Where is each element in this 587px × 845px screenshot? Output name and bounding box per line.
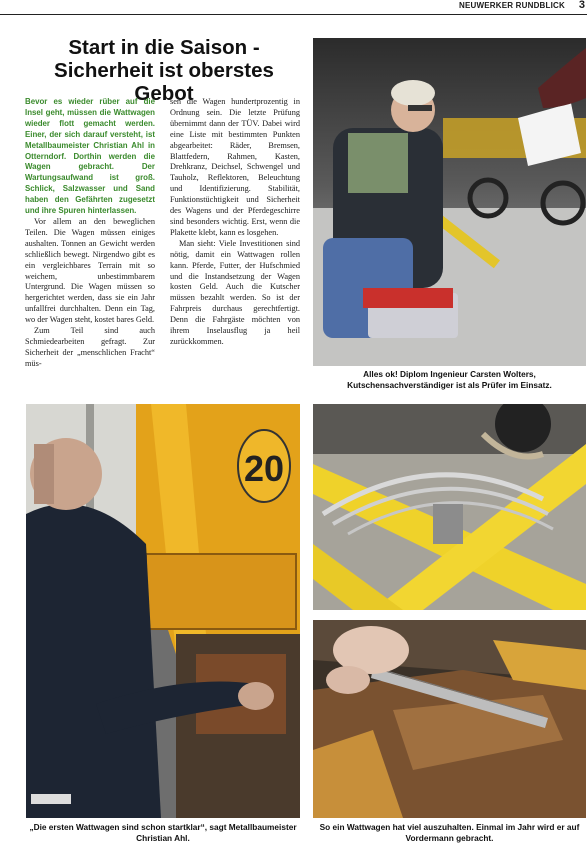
- chassis-photo-image: [313, 404, 586, 610]
- body-paragraph: Man sieht: Viele Investitionen sind nötig, damit ein Wattwagen rollen kann. Pferde, Futter, der Hufschmied und die Instandsetzung der Wagen kosten Geld. Auch die Kutscher müssen bezahlt werden. So ist der Fahrpreis durchaus gerechtfertigt. Denn die Fahrgäste möchten von ihrem Inselausflug ja heil zurückkommen.: [170, 238, 300, 346]
- publication-name: NEUWERKER RUNDBLICK: [458, 1, 565, 10]
- metalworker-caption: „Die ersten Wattwagen sind schon startklar“, sagt Metallbaumeister Christian Ahl.: [29, 822, 297, 843]
- metalworker-photo: [26, 404, 300, 818]
- article-column-2: [170, 97, 300, 348]
- chassis-photo: [313, 404, 586, 610]
- running-header: [0, 0, 587, 15]
- article-column-1: [25, 97, 155, 370]
- body-paragraph: Vor allem an den beweglichen Teilen. Die Wagen müssen einiges aushalten. Tonnen an Gewicht werden schließlich bewegt. Nirgendwo gibt es ein vergleichbares Terrain mit so weichem, unbestimmbarem Untergrund. Die Wagen müssen so hergerichtet werden, dass sie ein Jahr unfallfrei durchhalten. Denn ein Tag, wo der Wagen steht, kostet bares Geld.: [25, 216, 155, 325]
- inspector-photo-image: [313, 38, 586, 366]
- inspector-caption: Alles ok! Diplom Ingenieur Carsten Wolters, Kutschensachverständiger ist als Prüfer im Einsatz.: [347, 369, 552, 390]
- headline-line-1: Start in die Saison -: [68, 36, 260, 59]
- headline-line-2: Sicherheit ist oberstes Gebot: [54, 59, 274, 105]
- rasp-photo: [313, 620, 586, 818]
- inspector-photo: [313, 38, 586, 366]
- wagon-number: 20: [243, 448, 285, 489]
- page-number: 3: [578, 0, 585, 11]
- lead-paragraph: Bevor es wieder rüber auf die Insel geht, müssen die Wattwagen wieder flott gemacht werden. Einer, der sich darauf versteht, ist Metallbaumeister Christian Ahl in Otterndorf. Dorthin werden die Wagen gebracht. Der Wartungsaufwand ist groß. Schlick, Salzwasser und Sand haben den Gefährten zugesetzt und ihre Spuren hinterlassen.: [25, 97, 155, 216]
- headline: [22, 36, 306, 105]
- body-paragraph: sen die Wagen hundertprozentig in Ordnung sein. Die letzte Prüfung übernimmt dann der TÜV. Dabei wird eine Liste mit bestimmten Punkten abgearbeitet: Räder, Bremsen, Blattfedern, Rahmen, Kasten, Drehkranz, Deichsel, Schwengel und Tauholz, Reflektoren, Beleuchtung und Identifizierung. Stabilität, Funktionstüchtigkeit und Sicherheit des Wagens und der Pferdegeschirre sind besonders wichtig. Erst, wenn die Plakette klebt, kann es losgehen.: [170, 97, 300, 237]
- body-paragraph: Zum Teil sind auch Schmiedearbeiten gefragt. Zur Sicherheit der „menschlichen Fracht“ müs-: [25, 326, 155, 368]
- rasp-caption: So ein Wattwagen hat viel auszuhalten. Einmal im Jahr wird er auf Vordermann gebracht.: [319, 822, 580, 843]
- rasp-photo-image: [313, 620, 586, 818]
- metalworker-photo-image: [26, 404, 300, 818]
